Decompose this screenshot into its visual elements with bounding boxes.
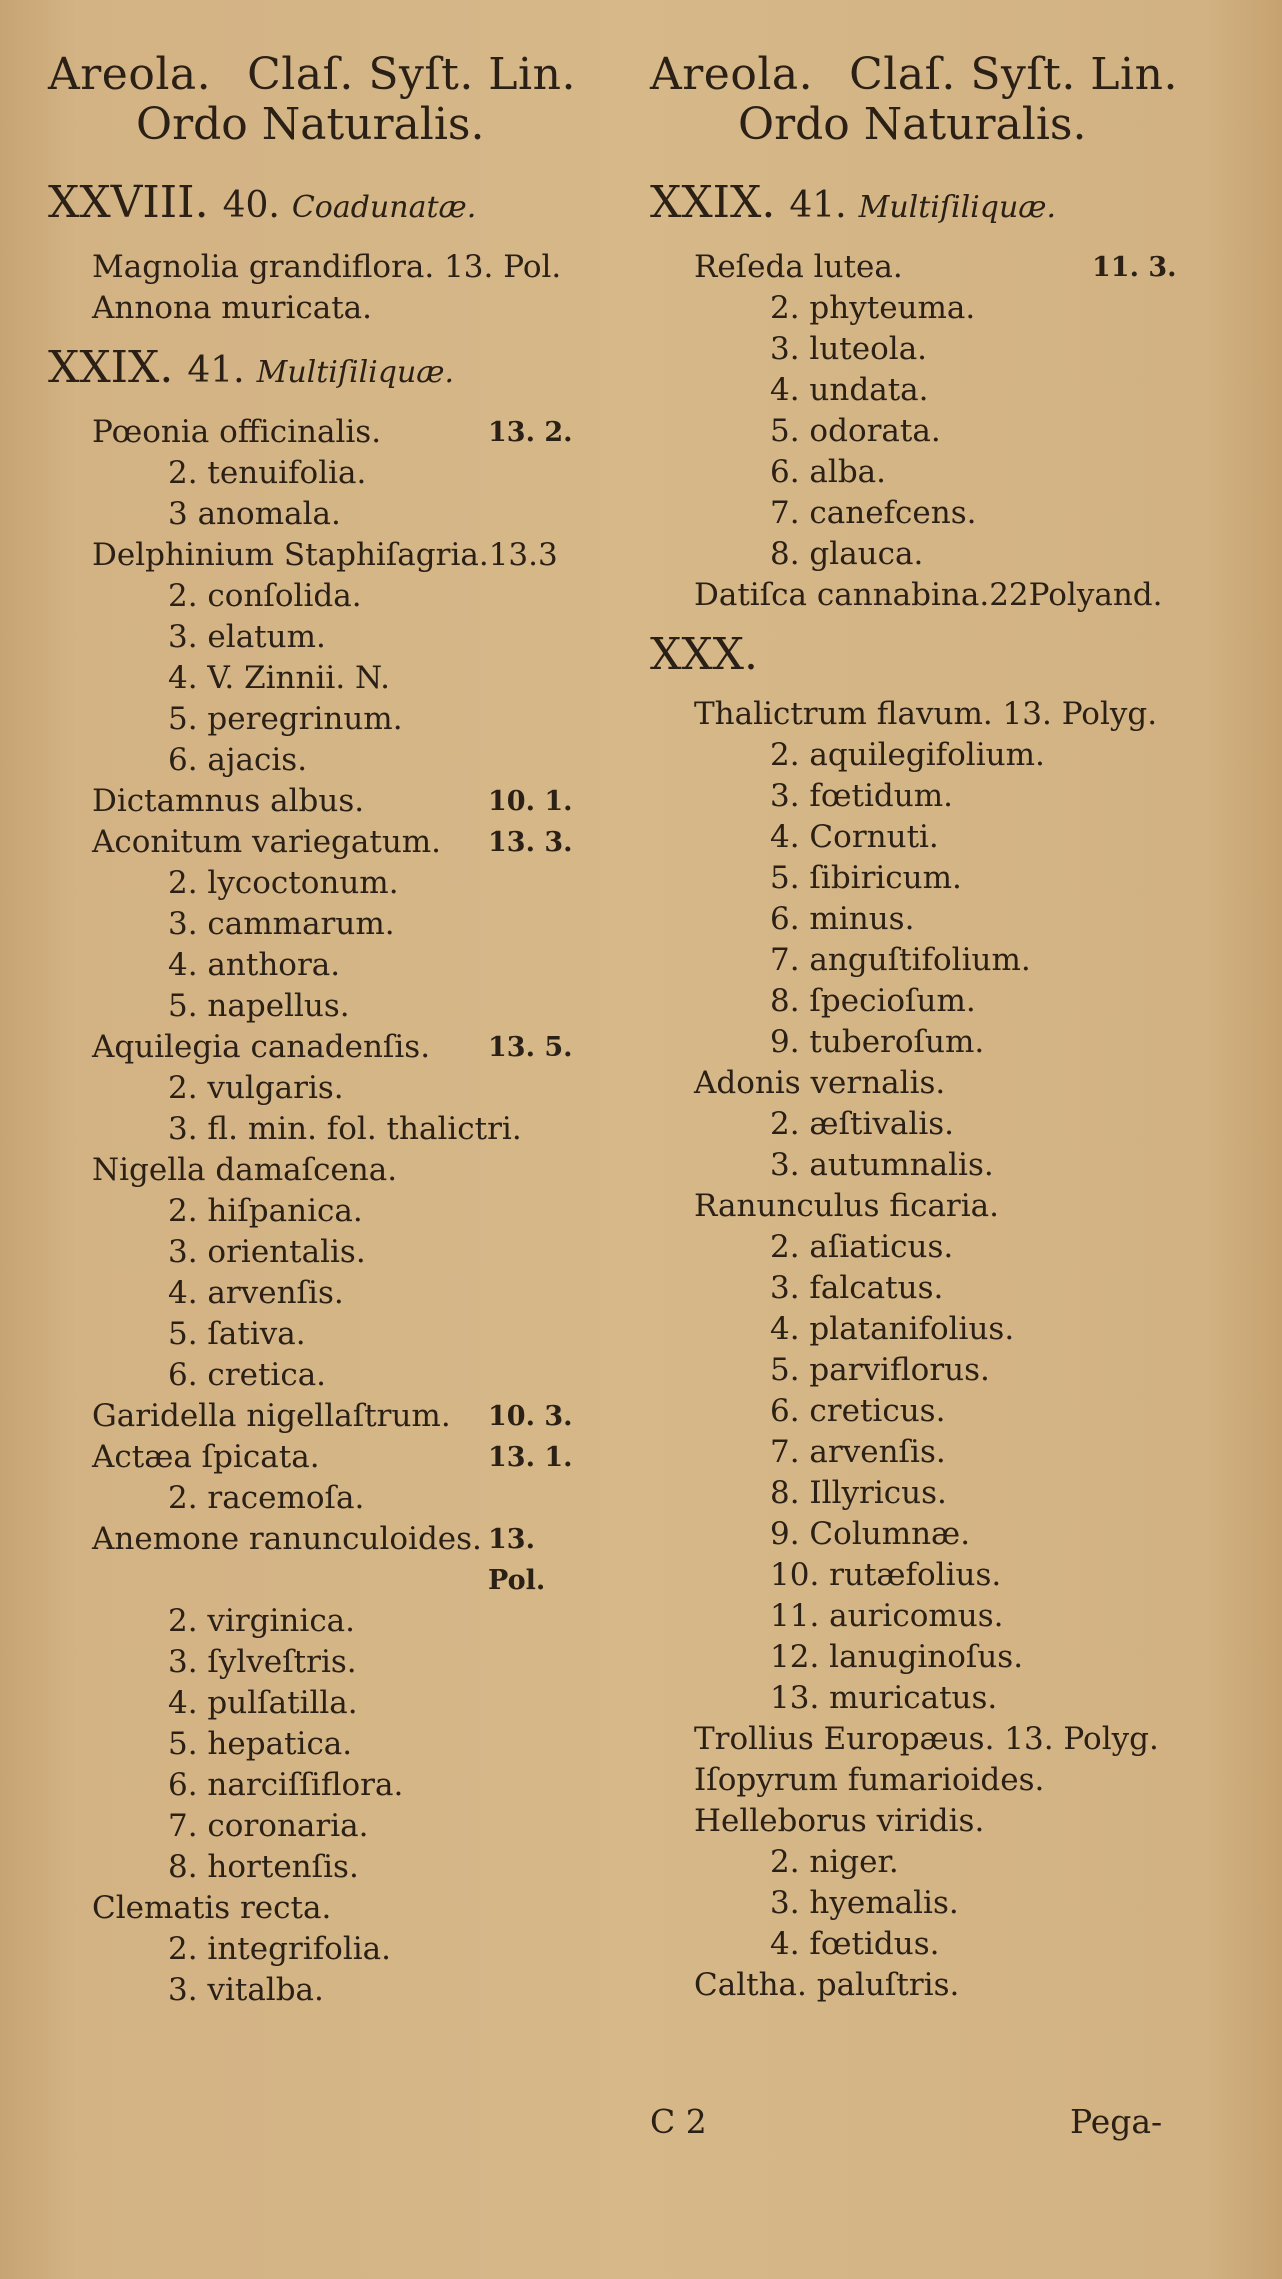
species-entry bbox=[48, 740, 608, 781]
species-name: 3. fœtidum. bbox=[770, 778, 953, 814]
species-name: 8. glauca. bbox=[770, 536, 924, 572]
species-name: 6. creticus. bbox=[770, 1393, 946, 1429]
species-name: Dictamnus albus. bbox=[92, 783, 365, 819]
column-header bbox=[48, 50, 608, 100]
section-heading bbox=[650, 178, 1210, 233]
species-entry bbox=[48, 412, 608, 453]
species-entry bbox=[650, 1842, 1210, 1883]
section-number: 41. bbox=[187, 350, 245, 391]
species-entry bbox=[48, 617, 608, 658]
species-name: 2. virginica. bbox=[168, 1603, 356, 1639]
species-entry bbox=[48, 1232, 608, 1273]
species-entry bbox=[48, 699, 608, 740]
species-entry bbox=[48, 1437, 608, 1478]
species-entry bbox=[48, 945, 608, 986]
species-entry bbox=[48, 658, 608, 699]
section-roman: XXIX. bbox=[650, 177, 776, 228]
species-name: 2. conſolida. bbox=[168, 578, 362, 614]
header-class-system: Claſ. Syſt. Lin. bbox=[849, 49, 1178, 100]
species-name: 5. ſativa. bbox=[168, 1316, 306, 1352]
species-name: 5. napellus. bbox=[168, 988, 350, 1024]
species-entry bbox=[650, 493, 1210, 534]
species-entry bbox=[48, 1191, 608, 1232]
species-name: 4. Cornuti. bbox=[770, 819, 939, 855]
species-name: Ranunculus ficaria. bbox=[694, 1188, 999, 1224]
species-name: 3. ſylveſtris. bbox=[168, 1644, 357, 1680]
class-order-number: 13. bbox=[488, 1524, 535, 1555]
species-entry bbox=[48, 1601, 608, 1642]
class-order-number: 13. 5. bbox=[488, 1032, 573, 1063]
species-name: Nigella damaſcena. bbox=[92, 1152, 398, 1188]
catchword: Pega- bbox=[1070, 2102, 1163, 2141]
species-entry bbox=[48, 247, 608, 288]
species-entry bbox=[650, 1227, 1210, 1268]
class-order-number: Pol. bbox=[488, 1565, 546, 1596]
species-entry bbox=[650, 817, 1210, 858]
signature-mark: C 2 bbox=[650, 2102, 707, 2141]
section-name: Multiſiliquæ. bbox=[858, 190, 1057, 225]
class-order-number: 10. 3. bbox=[488, 1401, 573, 1432]
class-order-number: 11. 3. bbox=[1092, 252, 1177, 283]
species-name: 12. lanuginoſus. bbox=[770, 1639, 1024, 1675]
species-entry bbox=[650, 1596, 1210, 1637]
species-entry bbox=[48, 535, 608, 576]
header-natural-order: Ordo Naturalis. bbox=[738, 99, 1087, 150]
species-name: 11. auricomus. bbox=[770, 1598, 1004, 1634]
species-entry bbox=[48, 781, 608, 822]
species-entry bbox=[48, 904, 608, 945]
species-name: 4. fœtidus. bbox=[770, 1926, 940, 1962]
species-name: 4. undata. bbox=[770, 372, 929, 408]
species-name: 8. Illyricus. bbox=[770, 1475, 947, 1511]
species-entry bbox=[650, 1022, 1210, 1063]
species-name: 2. tenuifolia. bbox=[168, 455, 367, 491]
species-entry bbox=[48, 453, 608, 494]
class-order-number: 13. 2. bbox=[488, 417, 573, 448]
species-entry bbox=[48, 1888, 608, 1929]
species-name: Thalictrum flavum. 13. Polyg. bbox=[694, 696, 1158, 732]
species-entry bbox=[650, 735, 1210, 776]
species-name: 2. racemoſa. bbox=[168, 1480, 365, 1516]
species-name: 4. pulſatilla. bbox=[168, 1685, 358, 1721]
species-name: 2. lycoctonum. bbox=[168, 865, 399, 901]
species-name: Delphinium Staphiſagria.13.3 bbox=[92, 537, 558, 573]
species-entry bbox=[48, 1109, 608, 1150]
species-entry bbox=[650, 1391, 1210, 1432]
species-entry bbox=[48, 1560, 608, 1601]
species-name: 2. aſiaticus. bbox=[770, 1229, 954, 1265]
species-name: Datiſca cannabina.22Polyand. bbox=[694, 577, 1163, 613]
species-name: 5. peregrinum. bbox=[168, 701, 403, 737]
species-entry bbox=[48, 1683, 608, 1724]
class-order-number: 13. 1. bbox=[488, 1442, 573, 1473]
species-name: Pœonia officinalis. bbox=[92, 414, 382, 450]
species-name: 9. tuberoſum. bbox=[770, 1024, 985, 1060]
species-entry bbox=[650, 940, 1210, 981]
species-name: 3. luteola. bbox=[770, 331, 928, 367]
species-name: 9. Columnæ. bbox=[770, 1516, 971, 1552]
species-entry bbox=[650, 694, 1210, 735]
species-entry bbox=[650, 1760, 1210, 1801]
left-column bbox=[48, 50, 608, 2011]
species-name: 8. ſpecioſum. bbox=[770, 983, 976, 1019]
species-entry bbox=[48, 1068, 608, 1109]
species-name: 4. platanifolius. bbox=[770, 1311, 1015, 1347]
species-entry bbox=[650, 1965, 1210, 2006]
species-entry bbox=[650, 1145, 1210, 1186]
species-entry bbox=[650, 1883, 1210, 1924]
species-list bbox=[48, 412, 608, 2011]
species-entry bbox=[48, 1355, 608, 1396]
species-name: Adonis vernalis. bbox=[694, 1065, 946, 1101]
header-class-system: Claſ. Syſt. Lin. bbox=[247, 49, 576, 100]
species-list bbox=[650, 247, 1210, 616]
species-entry bbox=[48, 1642, 608, 1683]
species-name: 3. vitalba. bbox=[168, 1972, 324, 2008]
header-areola: Areola. bbox=[650, 49, 814, 100]
species-name: 6. cretica. bbox=[168, 1357, 327, 1393]
species-entry bbox=[48, 1314, 608, 1355]
species-entry bbox=[650, 1678, 1210, 1719]
species-name: 2. æſtivalis. bbox=[770, 1106, 955, 1142]
species-name: Garidella nigellaſtrum. bbox=[92, 1398, 451, 1434]
section-number: 40. bbox=[222, 185, 280, 226]
species-entry bbox=[650, 452, 1210, 493]
right-column bbox=[650, 50, 1210, 2006]
species-entry bbox=[650, 776, 1210, 817]
species-entry bbox=[650, 247, 1210, 288]
species-entry bbox=[650, 1186, 1210, 1227]
species-entry bbox=[48, 1027, 608, 1068]
species-name: Reſeda lutea. bbox=[694, 249, 903, 285]
species-entry bbox=[48, 1273, 608, 1314]
species-entry bbox=[650, 1719, 1210, 1760]
species-entry bbox=[650, 899, 1210, 940]
header-natural-order: Ordo Naturalis. bbox=[136, 99, 485, 150]
species-entry bbox=[650, 1063, 1210, 1104]
species-entry bbox=[650, 534, 1210, 575]
species-name: 3. hyemalis. bbox=[770, 1885, 959, 1921]
species-name: 3. elatum. bbox=[168, 619, 326, 655]
species-name: Helleborus viridis. bbox=[694, 1803, 985, 1839]
species-entry bbox=[650, 1473, 1210, 1514]
species-name: 7. arvenſis. bbox=[770, 1434, 946, 1470]
species-name: 4. V. Zinnii. N. bbox=[168, 660, 391, 696]
species-name: Aquilegia canadenſis. bbox=[92, 1029, 431, 1065]
species-name: Trollius Europæus. 13. Polyg. bbox=[694, 1721, 1159, 1757]
species-name: 7. canefcens. bbox=[770, 495, 977, 531]
species-entry bbox=[48, 1929, 608, 1970]
species-name: 5. hepatica. bbox=[168, 1726, 353, 1762]
species-name: 13. muricatus. bbox=[770, 1680, 998, 1716]
species-entry bbox=[48, 494, 608, 535]
species-entry bbox=[48, 863, 608, 904]
species-entry bbox=[650, 370, 1210, 411]
species-name: Caltha. paluſtris. bbox=[694, 1967, 960, 2003]
species-name: Actæa ſpicata. bbox=[92, 1439, 320, 1475]
species-entry bbox=[48, 288, 608, 329]
species-name: 7. coronaria. bbox=[168, 1808, 369, 1844]
species-name: 7. anguſtifolium. bbox=[770, 942, 1031, 978]
species-entry bbox=[48, 1478, 608, 1519]
species-name: Magnolia grandiflora. 13. Pol. bbox=[92, 249, 562, 285]
species-name: 5. odorata. bbox=[770, 413, 941, 449]
section-roman: XXIX. bbox=[48, 342, 174, 393]
species-entry bbox=[650, 1555, 1210, 1596]
column-header bbox=[650, 50, 1210, 100]
species-name: 10. rutæfolius. bbox=[770, 1557, 1002, 1593]
species-entry bbox=[650, 858, 1210, 899]
species-entry bbox=[48, 1847, 608, 1888]
species-entry bbox=[650, 1801, 1210, 1842]
species-name: 3. orientalis. bbox=[168, 1234, 366, 1270]
species-entry bbox=[650, 1104, 1210, 1145]
species-entry bbox=[48, 1396, 608, 1437]
species-name: 2. phyteuma. bbox=[770, 290, 976, 326]
species-entry bbox=[48, 822, 608, 863]
species-entry bbox=[650, 1268, 1210, 1309]
species-entry bbox=[650, 1514, 1210, 1555]
species-name: 4. arvenſis. bbox=[168, 1275, 344, 1311]
section-roman: XXX. bbox=[650, 629, 758, 680]
species-name: 3. falcatus. bbox=[770, 1270, 944, 1306]
species-list bbox=[650, 694, 1210, 2006]
species-name: Anemone ranunculoides. bbox=[92, 1521, 482, 1557]
species-name: 3. fl. min. fol. thalictri. bbox=[168, 1111, 522, 1147]
species-entry bbox=[48, 1724, 608, 1765]
species-name: 2. vulgaris. bbox=[168, 1070, 344, 1106]
section-heading bbox=[650, 630, 1210, 680]
species-entry bbox=[650, 575, 1210, 616]
species-name: 3. cammarum. bbox=[168, 906, 395, 942]
species-name: 4. anthora. bbox=[168, 947, 341, 983]
species-name: 2. integrifolia. bbox=[168, 1931, 391, 1967]
species-entry bbox=[48, 1519, 608, 1560]
species-entry bbox=[48, 1765, 608, 1806]
species-name: Aconitum variegatum. bbox=[92, 824, 442, 860]
class-order-number: 10. 1. bbox=[488, 786, 573, 817]
species-entry bbox=[650, 981, 1210, 1022]
species-name: 3 anomala. bbox=[168, 496, 341, 532]
species-name: 2. aquilegifolium. bbox=[770, 737, 1045, 773]
header-areola: Areola. bbox=[48, 49, 212, 100]
species-name: 3. autumnalis. bbox=[770, 1147, 994, 1183]
species-entry bbox=[650, 1924, 1210, 1965]
species-name: 5. parviflorus. bbox=[770, 1352, 990, 1388]
species-name: 6. minus. bbox=[770, 901, 915, 937]
species-entry bbox=[650, 1432, 1210, 1473]
species-entry bbox=[48, 1150, 608, 1191]
species-name: Annona muricata. bbox=[92, 290, 373, 326]
species-name: 6. alba. bbox=[770, 454, 887, 490]
species-name: 6. ajacis. bbox=[168, 742, 308, 778]
species-entry bbox=[650, 1309, 1210, 1350]
species-name: 8. hortenſis. bbox=[168, 1849, 359, 1885]
species-entry bbox=[48, 1970, 608, 2011]
species-entry bbox=[650, 1350, 1210, 1391]
section-heading bbox=[48, 178, 608, 233]
species-list bbox=[48, 247, 608, 329]
species-entry bbox=[48, 1806, 608, 1847]
section-number: 41. bbox=[789, 185, 847, 226]
species-entry bbox=[650, 329, 1210, 370]
class-order-number: 13. 3. bbox=[488, 827, 573, 858]
section-name: Multiſiliquæ. bbox=[256, 355, 455, 390]
species-entry bbox=[650, 411, 1210, 452]
species-entry bbox=[650, 1637, 1210, 1678]
species-name: 2. niger. bbox=[770, 1844, 899, 1880]
page-footer bbox=[650, 2100, 1250, 2144]
species-name: Clematis recta. bbox=[92, 1890, 332, 1926]
species-entry bbox=[48, 576, 608, 617]
species-name: 6. narciſſiflora. bbox=[168, 1767, 404, 1803]
species-name: Iſopyrum fumarioides. bbox=[694, 1762, 1045, 1798]
section-roman: XXVIII. bbox=[48, 177, 209, 228]
species-entry bbox=[650, 288, 1210, 329]
section-heading bbox=[48, 343, 608, 398]
section-name: Coadunatæ. bbox=[291, 190, 477, 225]
species-name: 5. ſibiricum. bbox=[770, 860, 962, 896]
species-entry bbox=[48, 986, 608, 1027]
species-name: 2. hiſpanica. bbox=[168, 1193, 363, 1229]
